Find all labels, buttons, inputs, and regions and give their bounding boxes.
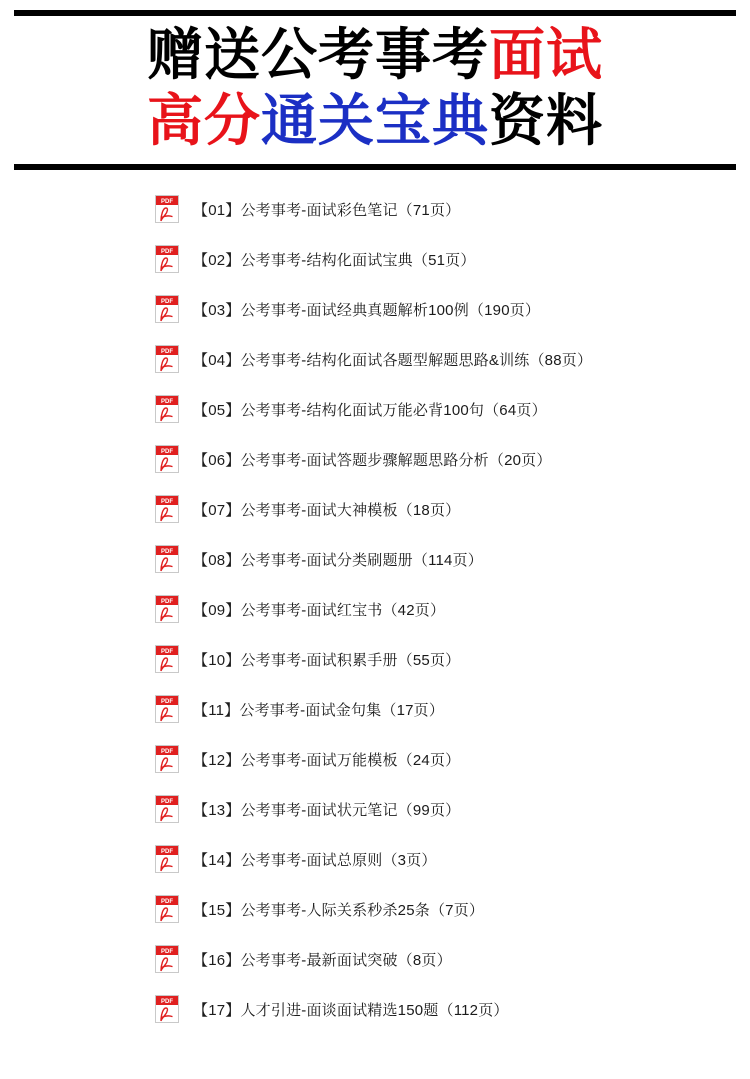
list-item[interactable] [0,584,750,634]
svg-text:PDF: PDF [161,749,173,756]
list-item-label: 【17】人才引进-面谈面试精选150题（112页） [193,1001,509,1019]
svg-text:PDF: PDF [161,599,173,606]
list-item[interactable] [0,384,750,434]
list-item[interactable] [0,284,750,334]
svg-text:PDF: PDF [161,249,173,256]
svg-text:PDF: PDF [161,499,173,506]
list-item-label: 【11】公考事考-面试金句集（17页） [193,701,445,719]
svg-text:PDF: PDF [161,699,173,706]
banner-line-2-segment-2: 通关宝典 [261,89,489,153]
svg-text:PDF: PDF [161,399,173,406]
list-item[interactable] [0,534,750,584]
list-item-label: 【03】公考事考-面试经典真题解析100例（190页） [193,301,541,319]
document-page [0,10,750,1079]
list-item[interactable] [0,634,750,684]
pdf-file-icon [155,345,179,373]
list-item[interactable] [0,184,750,234]
svg-text:PDF: PDF [161,799,173,806]
list-item[interactable] [0,784,750,834]
svg-text:PDF: PDF [161,649,173,656]
list-item[interactable] [0,334,750,384]
list-item[interactable] [0,884,750,934]
svg-text:PDF: PDF [161,299,173,306]
list-item-label: 【13】公考事考-面试状元笔记（99页） [193,801,461,819]
list-item-label: 【08】公考事考-面试分类刷题册（114页） [193,551,483,569]
list-item-label: 【09】公考事考-面试红宝书（42页） [193,601,446,619]
list-item-label: 【01】公考事考-面试彩色笔记（71页） [193,201,461,219]
svg-text:PDF: PDF [161,199,173,206]
pdf-file-icon [155,195,179,223]
promo-banner [14,10,736,170]
svg-text:PDF: PDF [161,349,173,356]
pdf-file-icon [155,995,179,1023]
banner-line-2-segment-1: 高分 [147,89,261,153]
list-item[interactable] [0,734,750,784]
svg-text:PDF: PDF [161,549,173,556]
banner-line-2 [14,88,736,154]
svg-text:PDF: PDF [161,949,173,956]
pdf-file-icon [155,445,179,473]
banner-line-2-segment-3: 资料 [489,89,603,153]
banner-line-1-segment-2: 面试 [489,23,603,86]
pdf-file-icon [155,595,179,623]
list-item[interactable] [0,984,750,1034]
pdf-file-icon [155,245,179,273]
list-item[interactable] [0,484,750,534]
list-item-label: 【10】公考事考-面试积累手册（55页） [193,651,461,669]
list-item[interactable] [0,434,750,484]
list-item-label: 【07】公考事考-面试大神模板（18页） [193,501,461,519]
pdf-file-icon [155,795,179,823]
svg-text:PDF: PDF [161,849,173,856]
list-item[interactable] [0,684,750,734]
banner-line-1 [14,22,736,88]
list-item-label: 【05】公考事考-结构化面试万能必背100句（64页） [193,401,547,419]
pdf-file-icon [155,945,179,973]
banner-line-1-segment-1: 赠送公考事考 [147,23,489,86]
list-item-label: 【14】公考事考-面试总原则（3页） [193,851,437,869]
list-item-label: 【12】公考事考-面试万能模板（24页） [193,751,461,769]
pdf-file-icon [155,545,179,573]
file-list [0,184,750,1034]
list-item[interactable] [0,834,750,884]
svg-text:PDF: PDF [161,899,173,906]
pdf-file-icon [155,845,179,873]
list-item-label: 【16】公考事考-最新面试突破（8页） [193,951,452,969]
pdf-file-icon [155,745,179,773]
list-item[interactable] [0,934,750,984]
list-item-label: 【15】公考事考-人际关系秒杀25条（7页） [193,901,485,919]
pdf-file-icon [155,895,179,923]
list-item-label: 【02】公考事考-结构化面试宝典（51页） [193,251,476,269]
pdf-file-icon [155,495,179,523]
svg-text:PDF: PDF [161,449,173,456]
list-item-label: 【06】公考事考-面试答题步骤解题思路分析（20页） [193,451,552,469]
svg-text:PDF: PDF [161,999,173,1006]
pdf-file-icon [155,295,179,323]
pdf-file-icon [155,395,179,423]
list-item-label: 【04】公考事考-结构化面试各题型解题思路&训练（88页） [193,351,593,369]
list-item[interactable] [0,234,750,284]
pdf-file-icon [155,695,179,723]
pdf-file-icon [155,645,179,673]
